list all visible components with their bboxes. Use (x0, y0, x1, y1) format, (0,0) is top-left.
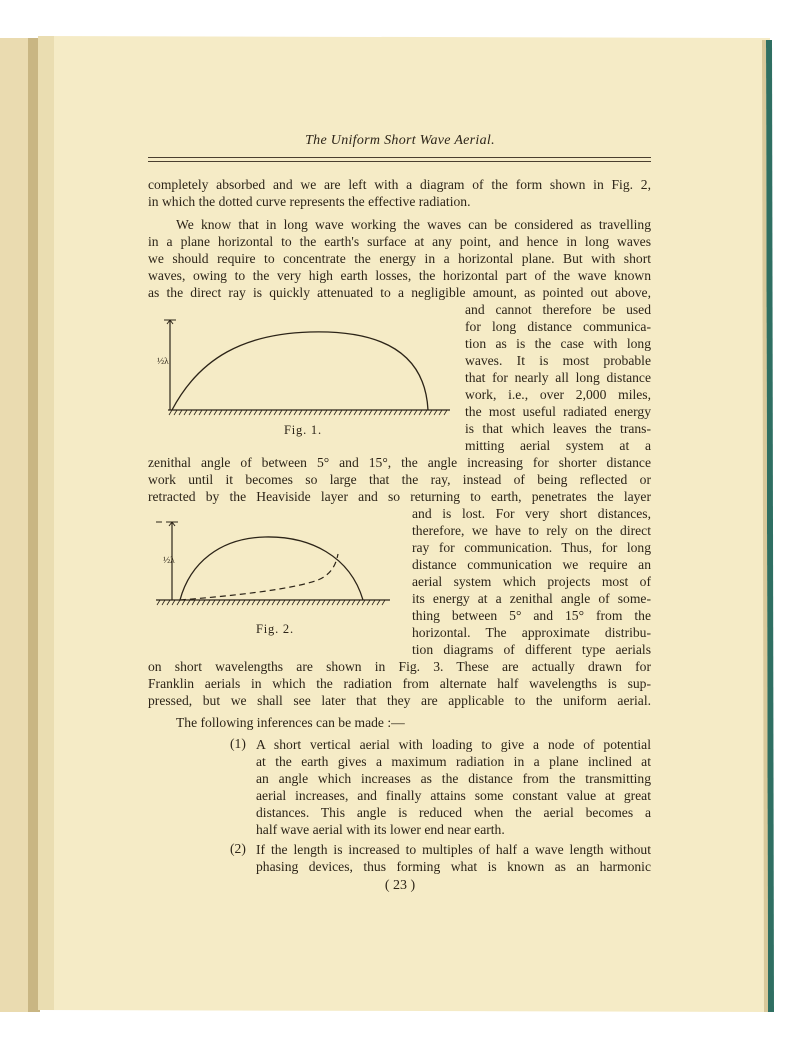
body-line: tion as is the case with long (465, 336, 651, 351)
header-rule-top (148, 157, 651, 158)
body-line: work, i.e., over 2,000 miles, (465, 387, 651, 402)
body-line: distance communication we require an (412, 557, 651, 572)
body-line: horizontal. The approximate distribu- (412, 625, 651, 640)
body-line: Franklin aerials in which the radiation from alternate half wavelengths is sup- (148, 676, 651, 691)
list-item-line: phasing devices, thus forming what is known as an harmonic (256, 859, 651, 874)
figure-1-height-label: ½λ (157, 357, 169, 367)
body-line: zenithal angle of between 5° and 15°, the angle increasing for shorter distance (148, 455, 651, 470)
body-line: The following inferences can be made :— (176, 715, 405, 730)
list-number: (2) (230, 841, 246, 856)
body-line: on short wavelengths are shown in Fig. 3. These are actually drawn for (148, 659, 651, 674)
body-line: waves, owing to the very high earth losses, the horizontal part of the wave known (148, 268, 651, 283)
body-line: aerial system which projects most of (412, 574, 651, 589)
ground-hatching (157, 600, 385, 605)
body-line: for long distance communica- (465, 319, 651, 334)
body-line: ray for communication. Thus, for long (412, 540, 651, 555)
effective-radiation-curve (180, 554, 338, 600)
running-title: The Uniform Short Wave Aerial. (305, 133, 495, 148)
body-line: We know that in long wave working the waves can be considered as travelling (176, 217, 651, 232)
body-line: completely absorbed and we are left with a diagram of the form shown in Fig. 2, (148, 177, 651, 192)
body-line: is that which leaves the trans- (465, 421, 651, 436)
body-line: in a plane horizontal to the earth's surface at any point, and hence in long waves (148, 234, 651, 249)
list-item-line: half wave aerial with its lower end near earth. (256, 822, 505, 837)
body-line: retracted by the Heaviside layer and so returning to earth, penetrates the layer (148, 489, 651, 504)
figure-2-height-label: ½λ (163, 556, 175, 566)
radiation-curve (172, 332, 428, 410)
ground-hatching (169, 410, 447, 415)
figure-2-diagram (150, 518, 400, 613)
figure-1-caption: Fig. 1. (284, 423, 322, 437)
list-item-line: at the earth gives a maximum radiation in a plane inclined at (256, 754, 651, 769)
figure-1-diagram (150, 312, 460, 422)
body-line: and is lost. For very short distances, (412, 506, 651, 521)
page-number: ( 23 ) (384, 878, 416, 893)
body-line: therefore, we have to rely on the direct (412, 523, 651, 538)
body-line: thing between 5° and 15° from the (412, 608, 651, 623)
body-line: mitting aerial system at a (465, 438, 651, 453)
body-line: work until it becomes so large that the ray, instead of being reflected or (148, 472, 651, 487)
list-item-line: If the length is increased to multiples of half a wave length without (256, 842, 651, 857)
body-line: its energy at a zenithal angle of some- (412, 591, 651, 606)
list-number: (1) (230, 736, 246, 751)
list-item-line: aerial increases, and finally attains some constant value at great (256, 788, 651, 803)
header-rule-bottom (148, 161, 651, 162)
body-line: pressed, but we shall see later that they are applicable to the uniform aerial. (148, 693, 651, 708)
list-item-line: distances. This angle is reduced when the aerial becomes a (256, 805, 651, 820)
body-line: in which the dotted curve represents the effective radiation. (148, 194, 471, 209)
body-line: and cannot therefore be used (465, 302, 651, 317)
list-item-line: an angle which increases as the distance from the transmitting (256, 771, 651, 786)
list-item-line: A short vertical aerial with loading to give a node of potential (256, 737, 651, 752)
body-line: tion diagrams of different type aerials (412, 642, 651, 657)
figure-2-caption: Fig. 2. (256, 622, 294, 636)
body-line: we should require to concentrate the energy in a horizontal plane. But with short (148, 251, 651, 266)
body-line: that for nearly all long distance (465, 370, 651, 385)
body-line: waves. It is most probable (465, 353, 651, 368)
body-line: as the direct ray is quickly attenuated to a negligible amount, as pointed out above, (148, 285, 651, 300)
body-line: the most useful radiated energy (465, 404, 651, 419)
